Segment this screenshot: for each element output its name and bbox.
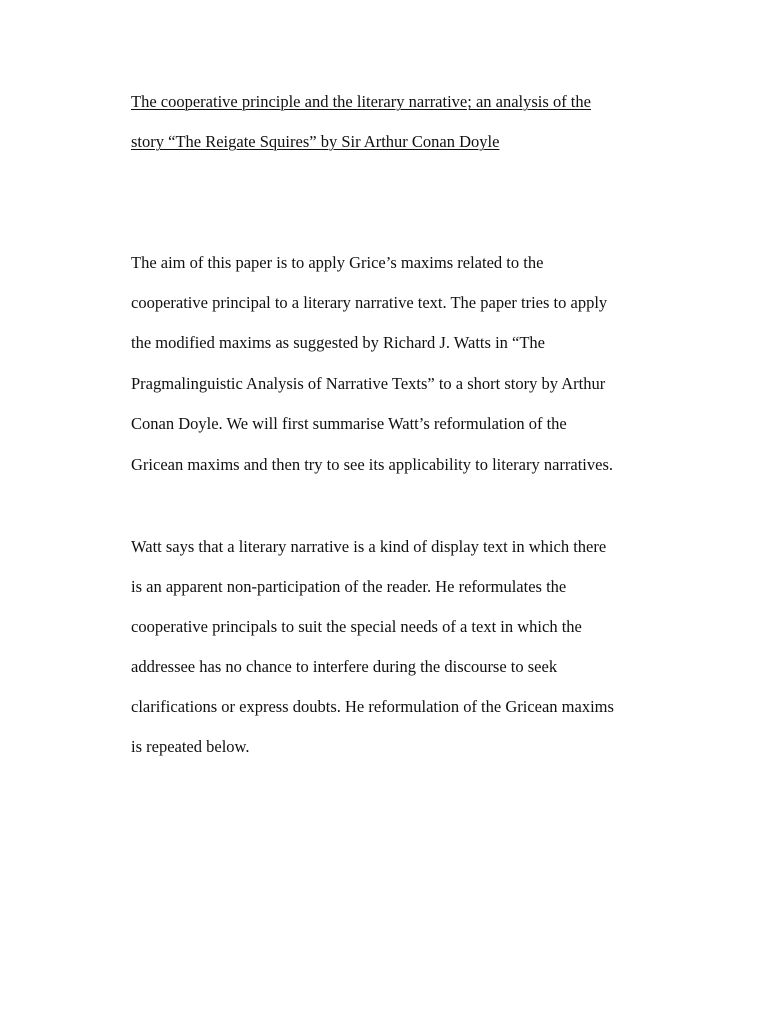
paragraph-line: cooperative principal to a literary narrative text. The paper tries to apply (131, 293, 608, 312)
paragraph-line: Pragmalinguistic Analysis of Narrative Texts” to a short story by Arthur (131, 374, 606, 393)
paragraph-line: The aim of this paper is to apply Grice’s maxims related to the (131, 253, 544, 272)
paragraph-line: the modified maxims as suggested by Richard J. Watts in “The (131, 333, 545, 352)
title-line: story “The Reigate Squires” by Sir Arthur Conan Doyle (131, 132, 500, 151)
title-line: The cooperative principle and the literary narrative; an analysis of the (131, 92, 591, 111)
paragraph-line: is an apparent non-participation of the reader. He reformulates the (131, 577, 567, 596)
paragraph-line: Gricean maxims and then try to see its applicability to literary narratives. (131, 455, 614, 474)
paragraph-line: is repeated below. (131, 737, 250, 756)
paragraph-line: addressee has no chance to interfere during the discourse to seek (131, 657, 558, 676)
paragraph-line: Watt says that a literary narrative is a kind of display text in which there (131, 537, 607, 556)
paragraph-line: cooperative principals to suit the special needs of a text in which the (131, 617, 582, 636)
paragraph-line: Conan Doyle. We will first summarise Watt’s reformulation of the (131, 414, 567, 433)
paragraph-line: clarifications or express doubts. He reformulation of the Gricean maxims (131, 697, 614, 716)
